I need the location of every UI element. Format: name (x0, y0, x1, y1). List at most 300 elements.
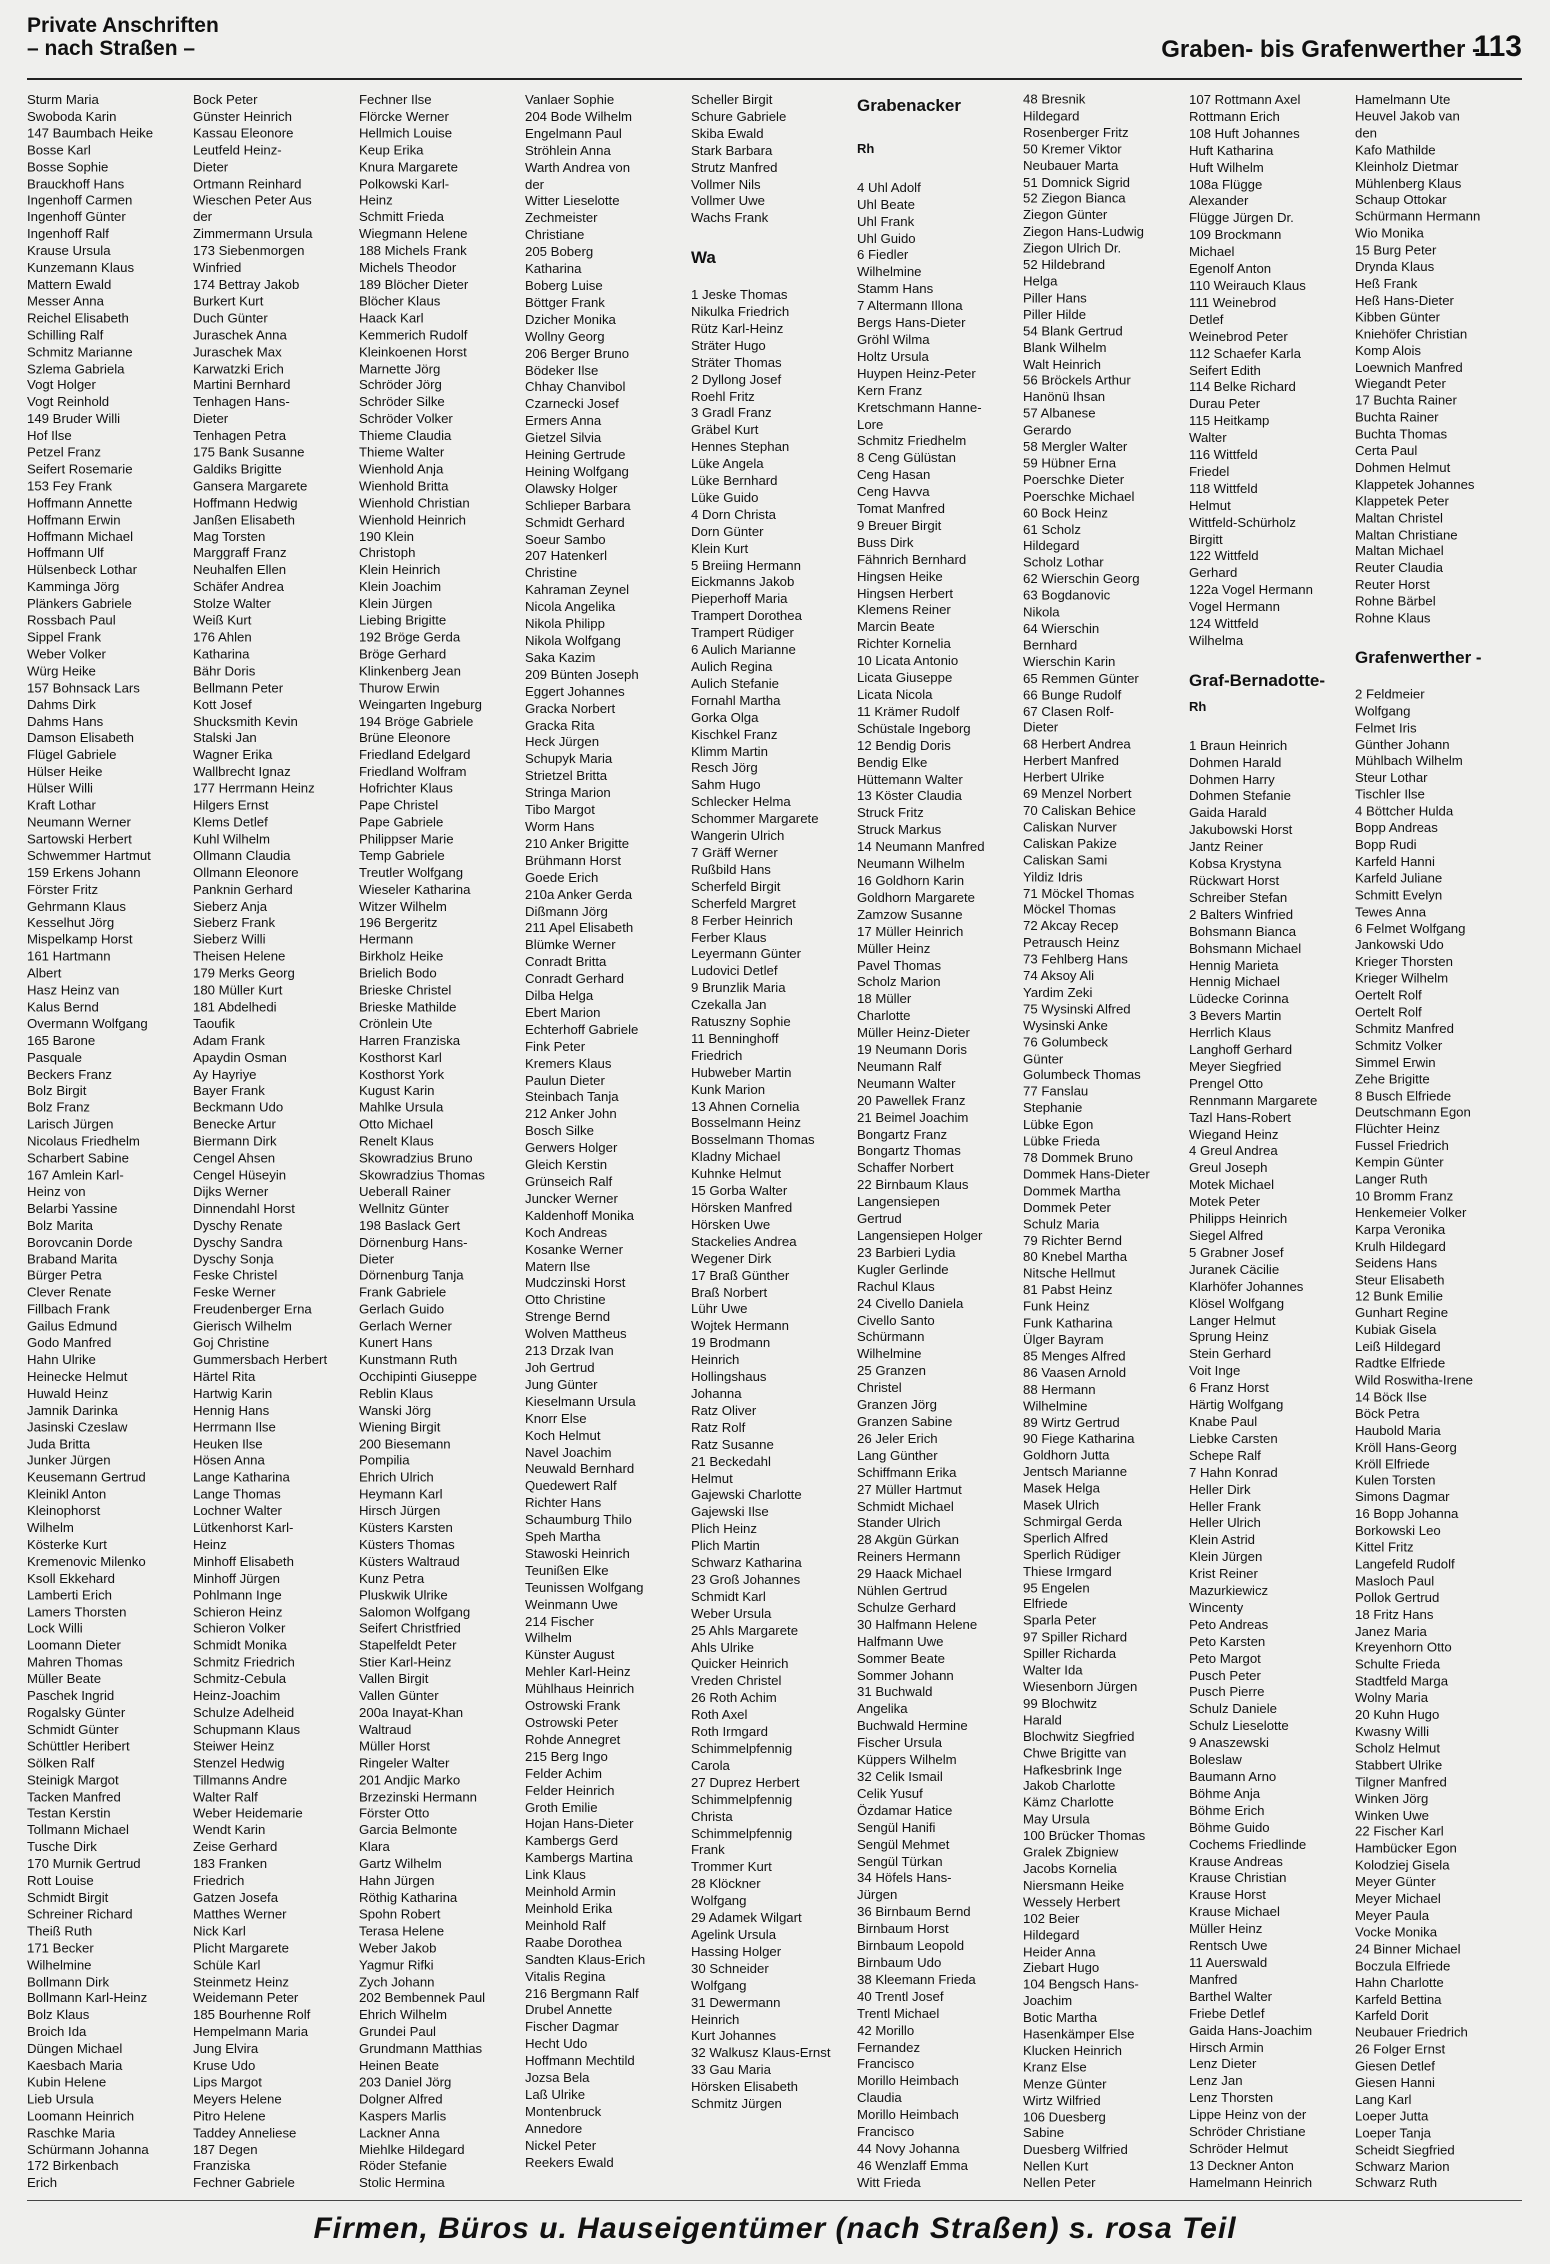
resident-entry: Ueberall Rainer (359, 1184, 451, 1200)
resident-entry: Sommer Beate (857, 1650, 945, 1666)
resident-entry: Gracka Norbert (525, 700, 616, 716)
resident-entry: Civello Santo (857, 1312, 935, 1328)
resident-entry: Wieseler Katharina (359, 881, 471, 897)
resident-entry: Liebke Carsten (1189, 1430, 1278, 1446)
resident-entry: Kreyenhorn Otto (1355, 1640, 1452, 1656)
street-heading: Grafenwerther - (1355, 648, 1482, 667)
resident-entry: Blank Wilhelm (1023, 340, 1107, 355)
resident-entry: Lüke Guido (691, 489, 759, 505)
resident-entry: Engelmann Paul (525, 125, 622, 141)
resident-entry: 107 Rottmann Axel (1189, 92, 1301, 107)
resident-entry: Wegener Dirk (691, 1250, 772, 1266)
resident-entry: 42 Morillo (857, 2022, 915, 2038)
resident-entry: Hoffmann Ulf (27, 545, 104, 561)
resident-entry: Wild Roswitha-Irene (1355, 1372, 1473, 1388)
resident-entry: 215 Berg Ingo (525, 1748, 608, 1764)
resident-entry: Gummersbach Herbert (193, 1352, 328, 1368)
resident-entry: Kleinophorst (27, 1503, 101, 1519)
resident-entry: 31 Buchwald (857, 1684, 933, 1700)
resident-entry: Jung Elvira (193, 2041, 259, 2056)
resident-entry: Dieter (1023, 720, 1059, 736)
resident-entry: Tewes Anna (1355, 904, 1427, 919)
resident-entry: Gajewski Ilse (691, 1504, 769, 1520)
resident-entry: Wilhelma (1189, 633, 1244, 648)
resident-entry: Helga (1023, 273, 1058, 289)
resident-entry: Hoffmann Michael (27, 528, 134, 544)
resident-entry: Trommer Kurt (691, 1859, 772, 1875)
resident-entry: Bopp Andreas (1355, 820, 1438, 836)
resident-entry: Friedrich (193, 1873, 245, 1888)
resident-entry: Hempelmann Maria (193, 2024, 309, 2040)
resident-entry: 104 Bengsch Hans- (1023, 1977, 1139, 1992)
resident-entry: Mispelkamp Horst (27, 932, 133, 948)
resident-entry: Dorn Günter (691, 523, 764, 539)
resident-entry: Schmitz Friedhelm (857, 433, 967, 449)
resident-entry: Rott Louise (27, 1873, 94, 1888)
resident-entry: Nicolaus Friedhelm (27, 1133, 140, 1149)
resident-entry: Janez Maria (1355, 1623, 1427, 1639)
resident-entry: 214 Fischer (525, 1613, 594, 1629)
resident-entry: Thieme Claudia (359, 428, 452, 443)
district-code: Rh (1189, 698, 1207, 714)
resident-entry: Mühlhaus Heinrich (525, 1681, 635, 1697)
resident-entry: Martini Bernhard (193, 377, 291, 393)
resident-entry: Neumann Werner (27, 814, 131, 830)
resident-entry: Funk Katharina (1023, 1315, 1113, 1331)
resident-entry: Bosselmann Thomas (691, 1132, 815, 1148)
resident-entry: Krulh Hildegard (1355, 1238, 1446, 1254)
resident-entry: Hörsken Elisabeth (691, 2079, 799, 2095)
resident-entry: 86 Vaasen Arnold (1023, 1365, 1127, 1380)
resident-entry: Wysinski Anke (1023, 1018, 1108, 1033)
resident-entry: Heymann Karl (359, 1486, 443, 1502)
resident-entry: Gorka Olga (691, 709, 759, 725)
resident-entry: 40 Trentl Josef (857, 1988, 944, 2004)
resident-entry: Kwasny Willi (1355, 1723, 1430, 1739)
resident-entry: Neumann Walter (857, 1075, 956, 1091)
resident-entry: Buss Dirk (857, 534, 914, 550)
resident-entry: 8 Ferber Heinrich (691, 912, 793, 928)
resident-entry: Hilgers Ernst (193, 797, 269, 813)
resident-entry: 89 Wirtz Gertrud (1023, 1414, 1120, 1430)
resident-entry: Lochner Walter (193, 1503, 282, 1519)
resident-entry: Sippel Frank (27, 629, 102, 645)
resident-entry: Lange Thomas (193, 1486, 281, 1502)
resident-entry: Czekalla Jan (691, 997, 767, 1013)
resident-entry: Fischer Dagmar (525, 2019, 619, 2035)
resident-entry: Böhme Erich (1189, 1802, 1265, 1818)
resident-entry: Neumann Ralf (857, 1058, 942, 1074)
resident-entry: Wienhold Heinrich (359, 512, 467, 527)
resident-entry: Michels Theodor (359, 260, 457, 275)
resident-entry: 50 Kremer Viktor (1023, 141, 1122, 157)
resident-entry: Hof Ilse (27, 428, 72, 443)
resident-entry: Bolz Birgit (27, 1083, 87, 1099)
resident-entry: Trampert Rüdiger (691, 625, 794, 641)
directory-column (857, 92, 1023, 2190)
resident-entry: 3 Gradl Franz (691, 405, 772, 421)
resident-entry: Eickmanns Jakob (691, 574, 795, 590)
resident-entry: Wiegmann Helene (359, 226, 468, 242)
resident-entry: 22 Fischer Karl (1355, 1824, 1444, 1840)
resident-entry: Trentl Michael (857, 2005, 940, 2021)
resident-entry: 67 Clasen Rolf- (1023, 703, 1114, 719)
resident-entry: Goj Christine (193, 1335, 270, 1351)
resident-entry: Hildegard (1023, 108, 1080, 124)
resident-entry: Müller Heinz-Dieter (857, 1025, 970, 1041)
header-rule (27, 78, 1522, 80)
resident-entry: 179 Merks Georg (193, 965, 295, 981)
resident-entry: Hirsch Jürgen (359, 1503, 441, 1519)
resident-entry: 25 Ahls Margarete (691, 1622, 799, 1638)
resident-entry: Aulich Stefanie (691, 675, 779, 691)
resident-entry: Hambücker Egon (1355, 1841, 1457, 1856)
resident-entry: Mattern Ewald (27, 276, 112, 292)
resident-entry: Kubiak Gisela (1355, 1322, 1437, 1338)
resident-entry: 111 Weinebrod (1189, 294, 1277, 310)
resident-entry: Kunzemann Klaus (27, 260, 135, 275)
resident-entry: Böttger Frank (525, 294, 605, 310)
resident-entry: Klein Joachim (359, 579, 442, 595)
resident-entry: 210a Anker Gerda (525, 886, 633, 902)
resident-entry: Ceng Havva (857, 484, 930, 500)
resident-entry: Cengel Ahsen (193, 1150, 276, 1166)
resident-entry: Jacobs Kornelia (1023, 1861, 1117, 1877)
resident-entry: Wellnitz Günter (359, 1200, 449, 1216)
resident-entry: Langer Ruth (1355, 1171, 1428, 1187)
resident-entry: 106 Duesberg (1023, 2109, 1106, 2125)
resident-entry: Gröhl Wilma (857, 331, 930, 347)
resident-entry: Koch Helmut (525, 1427, 601, 1443)
resident-entry: 5 Breiing Hermann (691, 557, 801, 573)
resident-entry: 112 Schaefer Karla (1189, 345, 1301, 361)
resident-entry: Sahm Hugo (691, 777, 761, 793)
resident-entry: 196 Bergeritz (359, 915, 438, 931)
resident-entry: Vallen Birgit (359, 1671, 429, 1687)
resident-entry: 97 Spiller Richard (1023, 1629, 1128, 1645)
resident-entry: Meinhold Erika (525, 1900, 613, 1916)
resident-entry: Vocke Monika (1355, 1924, 1438, 1940)
resident-entry: Meyer Günter (1355, 1874, 1436, 1890)
resident-entry: Stawoski Heinrich (525, 1545, 630, 1561)
resident-entry: Sengül Mehmet (857, 1836, 950, 1852)
resident-entry: Klara (359, 1839, 390, 1855)
resident-entry: Gerlach Guido (359, 1301, 445, 1317)
resident-entry: Czarnecki Josef (525, 396, 619, 412)
resident-entry: Treutler Wolfgang (359, 864, 464, 880)
resident-entry: Licata Giuseppe (857, 670, 953, 686)
resident-entry: Weber Volker (27, 646, 106, 662)
resident-entry: Schiffmann Erika (857, 1464, 957, 1480)
resident-entry: Jozsa Bela (525, 2070, 590, 2086)
resident-entry: 12 Bendig Doris (857, 737, 951, 753)
resident-entry: Dilba Helga (525, 988, 594, 1004)
resident-entry: Botic Martha (1023, 2010, 1098, 2025)
resident-entry: Pape Christel (359, 797, 439, 813)
resident-entry: Ziegon Hans-Ludwig (1023, 224, 1144, 239)
resident-entry: Blümke Werner (525, 937, 616, 953)
resident-entry: 19 Brodmann (691, 1335, 771, 1351)
resident-entry: 18 Müller (857, 991, 912, 1007)
resident-entry: Neuwald Bernhard (525, 1461, 635, 1477)
resident-entry: Lang Karl (1355, 2091, 1412, 2107)
resident-entry: Klems Detlef (193, 814, 268, 830)
resident-entry: Steinmetz Heinz (193, 1973, 290, 1989)
resident-entry: Gailus Edmund (27, 1318, 118, 1334)
resident-entry: Seifert Christfried (359, 1621, 461, 1636)
resident-entry: Nikola Philipp (525, 616, 605, 632)
resident-entry: Bolz Marita (27, 1217, 93, 1233)
directory-column (359, 92, 525, 2191)
resident-entry: Crönlein Ute (359, 1016, 433, 1032)
resident-entry: Sommer Johann (857, 1667, 954, 1683)
header-title-line1: Private Anschriften (27, 14, 219, 37)
resident-entry: Stier Karl-Heinz (359, 1654, 452, 1670)
resident-entry: Heuken Ilse (193, 1436, 263, 1452)
resident-entry: Schmitz Volker (1355, 1037, 1443, 1053)
resident-entry: Rückwart Horst (1189, 872, 1280, 888)
resident-entry: Krause Horst (1189, 1887, 1266, 1903)
resident-entry: Müller Horst (359, 1738, 431, 1754)
resident-entry: Juraschek Anna (193, 327, 287, 343)
resident-entry: Rachul Klaus (857, 1278, 935, 1294)
resident-entry: Günster Heinrich (193, 108, 292, 124)
resident-entry: 165 Barone (27, 1032, 96, 1048)
resident-entry: 25 Granzen (857, 1363, 926, 1379)
resident-entry: Heinz (193, 1536, 227, 1552)
resident-entry: Oertelt Rolf (1355, 1004, 1422, 1020)
resident-entry: Ülger Bayram (1023, 1332, 1104, 1347)
resident-entry: Meyers Helene (193, 2091, 282, 2107)
resident-entry: Raabe Dorothea (525, 1934, 622, 1950)
resident-entry: Sträter Hugo (691, 337, 766, 353)
resident-entry: Wollny Georg (525, 328, 605, 344)
resident-entry (1355, 627, 1521, 644)
resident-entry: 38 Kleemann Frieda (857, 1971, 976, 1987)
resident-entry: Karwatzki Erich (193, 360, 284, 376)
resident-entry: Cengel Hüseyin (193, 1167, 287, 1183)
page-number: 113 (1473, 30, 1522, 63)
resident-entry: Bohsmann Bianca (1189, 923, 1297, 939)
resident-entry: der (193, 209, 213, 225)
resident-entry: Charlotte (857, 1008, 911, 1024)
resident-entry: Ratz Rolf (691, 1419, 746, 1435)
resident-entry: Detlef (1189, 311, 1224, 327)
resident-entry: Skowradzius Thomas (359, 1167, 485, 1183)
resident-entry: Küsters Waltraud (359, 1553, 460, 1569)
resident-entry: Maltan Christel (1355, 510, 1443, 526)
resident-entry: Granzen Sabine (857, 1413, 953, 1429)
resident-entry: Wittfeld-Schürholz (1189, 514, 1297, 530)
resident-entry: Dohmen Stefanie (1189, 788, 1291, 804)
resident-entry: Schmitz Manfred (1355, 1021, 1454, 1037)
resident-entry: Wolny Maria (1355, 1690, 1429, 1706)
resident-entry: Vallen Günter (359, 1688, 439, 1704)
resident-entry: Bendig Elke (857, 754, 928, 770)
resident-entry: 13 Ahnen Cornelia (691, 1098, 800, 1114)
resident-entry: Ferber Klaus (691, 929, 767, 945)
resident-entry: Boleslaw (1189, 1752, 1242, 1768)
resident-entry: 31 Dewermann (691, 1994, 781, 2010)
resident-entry: Matthes Werner (193, 1906, 287, 1922)
resident-entry: Klein Jürgen (1189, 1549, 1263, 1565)
resident-entry: Peto Andreas (1189, 1616, 1269, 1632)
resident-entry: Koch Andreas (525, 1224, 608, 1240)
resident-entry: 57 Albanese (1023, 406, 1096, 421)
resident-entry: Scholz Lothar (1023, 555, 1104, 570)
resident-entry: Lore (857, 416, 884, 432)
resident-entry: Scholz Helmut (1355, 1740, 1441, 1756)
resident-entry: 176 Ahlen (193, 629, 252, 645)
resident-entry: Plicht Margarete (193, 1940, 290, 1956)
resident-entry: Hasz Heinz van (27, 982, 120, 998)
resident-entry: 10 Licata Antonio (857, 653, 959, 669)
resident-entry: Dommek Peter (1023, 1199, 1111, 1215)
resident-entry: Panknin Gerhard (193, 881, 293, 897)
resident-entry: Gralek Zbigniew (1023, 1844, 1119, 1860)
resident-entry: Bosch Silke (525, 1123, 594, 1139)
resident-entry: Jasinski Czeslaw (27, 1419, 128, 1435)
resident-entry: Hellmich Louise (359, 125, 453, 141)
resident-entry: Seifert Rosemarie (27, 461, 133, 477)
resident-entry: Flörcke Werner (359, 108, 449, 124)
resident-entry: Friedland Wolfram (359, 764, 467, 779)
resident-entry: Herbert Manfred (1023, 753, 1120, 769)
resident-entry: Braß Norbert (691, 1284, 768, 1300)
resident-entry: Witzer Wilhelm (359, 898, 447, 914)
resident-entry: Hollingshaus (691, 1369, 767, 1385)
resident-entry: Gräbel Kurt (691, 422, 759, 438)
resident-entry: Wallbrecht Ignaz (193, 764, 291, 779)
resident-entry: 7 Gräff Werner (691, 844, 778, 860)
resident-entry: Vanlaer Sophie (525, 92, 615, 107)
resident-entry: 15 Gorba Walter (691, 1183, 788, 1199)
resident-entry: Baumann Arno (1189, 1769, 1277, 1784)
resident-entry: Küppers Wilhelm (857, 1752, 957, 1768)
resident-entry: Nicola Angelika (525, 599, 616, 615)
resident-entry: Mahlke Ursula (359, 1100, 444, 1116)
resident-entry: Hahn Ulrike (27, 1352, 96, 1368)
resident-entry: Schmitz Jürgen (691, 2096, 782, 2112)
resident-entry: Skiba Ewald (691, 125, 764, 141)
resident-entry: Kieselmann Ursula (525, 1393, 636, 1409)
resident-entry: Kleinikl Anton (27, 1486, 107, 1502)
resident-entry: Ahls Ulrike (691, 1639, 755, 1655)
resident-entry: Michael (1189, 244, 1235, 260)
resident-entry: Egenolf Anton (1189, 261, 1272, 277)
resident-entry: 157 Bohnsack Lars (27, 680, 140, 695)
resident-entry: Sperlich Rüdiger (1023, 1547, 1121, 1562)
resident-entry: Bergs Hans-Dieter (857, 315, 966, 331)
resident-entry: Rennmann Margarete (1189, 1092, 1318, 1108)
resident-entry: 27 Müller Hartmut (857, 1481, 962, 1497)
resident-entry: Mahren Thomas (27, 1654, 123, 1670)
resident-entry: Motek Peter (1189, 1194, 1261, 1210)
resident-entry: Pavel Thomas (857, 957, 942, 973)
resident-entry: Zamzow Susanne (857, 906, 963, 922)
resident-entry: Schulze Adelheid (193, 1705, 295, 1720)
resident-entry: 216 Bergmann Ralf (525, 1985, 639, 2001)
resident-entry: Philippser Marie (359, 831, 454, 847)
resident-entry: Hafkesbrink Inge (1023, 1762, 1122, 1777)
resident-entry: Heinrich (691, 2011, 740, 2027)
resident-entry: Celik Yusuf (857, 1785, 923, 1801)
resident-entry: 16 Bopp Johanna (1355, 1506, 1459, 1522)
resident-entry: 9 Brunzlik Maria (691, 980, 786, 996)
resident-entry: Kern Franz (857, 382, 923, 398)
resident-entry: Stenzel Hedwig (193, 1755, 285, 1771)
resident-entry: Kalus Bernd (27, 999, 99, 1015)
resident-entry: Klimm Martin (691, 743, 768, 759)
resident-entry: 56 Bröckels Arthur (1023, 373, 1131, 388)
resident-entry: Langensiepen (857, 1194, 940, 1210)
resident-entry: 48 Bresnik (1023, 92, 1086, 107)
resident-entry: Loeper Jutta (1355, 2108, 1429, 2124)
resident-entry: Scholz Marion (857, 974, 941, 990)
resident-entry: Rogalsky Günter (27, 1705, 126, 1720)
resident-entry: Dohmen Harry (1189, 771, 1275, 787)
resident-entry: Hoffmann Hedwig (193, 495, 298, 511)
resident-entry: 58 Mergler Walter (1023, 439, 1128, 454)
resident-entry: Kemmerich Rudolf (359, 327, 468, 343)
resident-entry: Strietzel Britta (525, 768, 608, 784)
resident-entry: 64 Wierschin (1023, 621, 1100, 636)
resident-entry: Düngen Michael (27, 2041, 123, 2056)
resident-entry: Weber Ursula (691, 1605, 772, 1621)
resident-entry (1355, 670, 1521, 687)
resident-entry: Temp Gabriele (359, 848, 445, 864)
resident-entry: Lippe Heinz von der (1189, 2107, 1307, 2123)
resident-entry: Cochems Friedlinde (1189, 1836, 1307, 1852)
header-title-line2: – nach Straßen – (27, 37, 196, 60)
resident-entry: Wienhold Christian (359, 495, 470, 511)
resident-entry: Heck Jürgen (525, 734, 600, 750)
resident-entry: Schulze Gerhard (857, 1599, 956, 1615)
resident-entry: Vitalis Regina (525, 1968, 606, 1984)
resident-entry: Schüttler Heribert (27, 1738, 130, 1754)
resident-entry: Goede Erich (525, 869, 599, 885)
resident-entry: Schwarz Katharina (691, 1555, 802, 1571)
resident-entry: Mag Torsten (193, 528, 266, 544)
resident-entry: Fechner Gabriele (193, 2175, 295, 2191)
resident-entry: Vogt Reinhold (27, 394, 110, 410)
resident-entry: Schmitt Evelyn (1355, 887, 1443, 903)
resident-entry: Hoffmann Annette (27, 495, 133, 511)
resident-entry: 9 Breuer Birgit (857, 517, 942, 533)
resident-entry: Christa (691, 1808, 733, 1824)
resident-entry: Wilhelmine (857, 1346, 922, 1362)
resident-entry: 79 Richter Bernd (1023, 1232, 1122, 1248)
resident-entry: 85 Menges Alfred (1023, 1348, 1126, 1364)
resident-entry: Giesen Detlef (1355, 2058, 1435, 2074)
resident-entry: Bohsmann Michael (1189, 940, 1302, 956)
resident-entry: Karpa Veronika (1355, 1221, 1446, 1237)
directory-column (525, 92, 691, 2172)
directory-column (193, 92, 359, 2191)
resident-entry: Warth Andrea von (525, 159, 631, 175)
resident-entry: Seifert Edith (1189, 362, 1261, 378)
resident-entry: Wiesenborn Jürgen (1023, 1679, 1138, 1695)
resident-entry: Bollmann Dirk (27, 1973, 110, 1989)
resident-entry: Weinebrod Peter (1189, 328, 1288, 344)
resident-entry: Janßen Elisabeth (193, 512, 295, 527)
resident-entry: Vollmer Uwe (691, 193, 766, 209)
resident-entry: Huft Wilhelm (1189, 159, 1264, 175)
resident-entry: Buchta Rainer (1355, 409, 1439, 425)
resident-entry: 202 Bembennek Paul (359, 1990, 486, 2006)
resident-entry: Förster Fritz (27, 881, 99, 897)
resident-entry: Christel (857, 1380, 902, 1396)
